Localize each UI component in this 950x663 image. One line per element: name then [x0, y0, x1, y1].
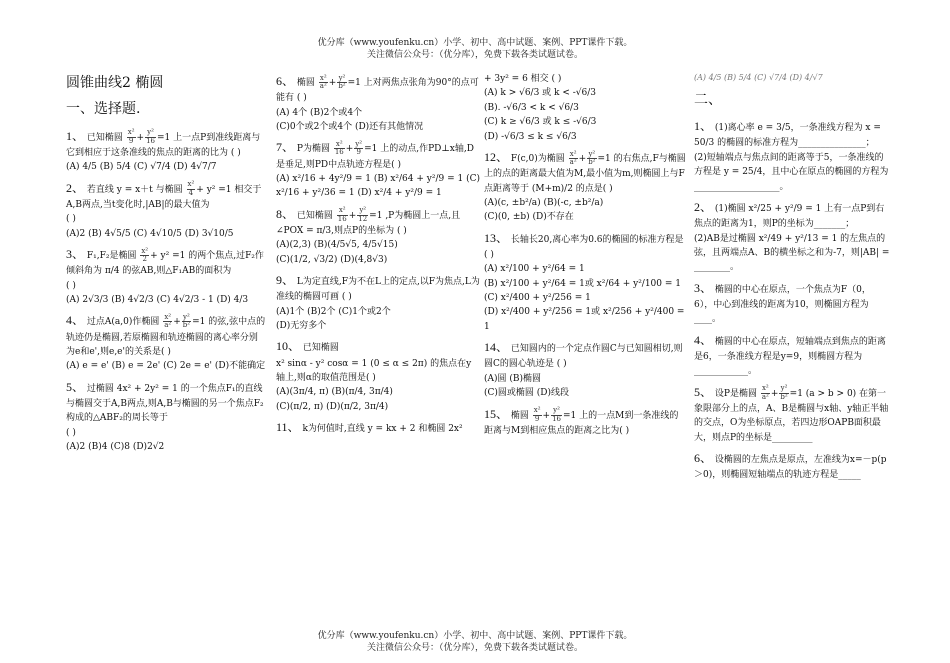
- question-text: (a > b > 0) 在第一象限部分上的点，A、B是椭圆与x轴、y轴正半轴的交点，O为坐标原点，若四边形OAPB面积最大，则点P的坐标是_________: [694, 388, 889, 443]
- question-number: 13、: [484, 230, 509, 245]
- header-line-2: 关注微信公众号：（优分库），免费下载各类试题试卷。: [366, 49, 583, 60]
- answer-options: (A) x²/16 + 4y²/9 = 1 (B) x²/64 + y²/9 = 1 (C): [276, 173, 480, 184]
- answer-option-c: (C) k ≥ √6/3 或 k ≤ -√6/3: [484, 117, 597, 128]
- question-1: 1、 已知椭圆 $\frac{\text{x²}}{9}$ + $\frac{\text{y²}}{16}$ =1 上一点P到准线距离与它到相应于这条准线的焦点的距离的比为 ( ) (A) 4/5 (B) 5/4 (C) √7/4 (D) 4√7/7: [66, 127, 266, 175]
- problem-4: [694, 331, 890, 379]
- question-text: F(c,0)为椭圆: [510, 153, 565, 164]
- question-text: k为何值时,直线 y = kx + 2 和椭圆 2x²: [302, 424, 463, 435]
- answer-options: (A)(2,3) (B)(4/5√5, 4/5√15): [276, 240, 398, 251]
- question-text: 长轴长20,离心率为0.6的椭圆的标准方程是( ): [484, 234, 684, 260]
- fraction-formula: $\frac{\text{x²}}{\text{a²}}$: [164, 313, 172, 330]
- problem-2: [694, 198, 890, 275]
- question-2: 2、 若直线 y = x＋t 与椭圆 $\frac{\text{x²}}{4}$ + y² =1 相交于A,B两点,当t变化时,|AB|的最大值为 ( ) (A)2 (B) 4√5/5 (C) 4√10/5 (D) 3√10/5: [66, 179, 266, 241]
- footer-line-1: 优分库（www.youfenku.cn）小学、初中、高中试题、案例、PPT课件下载。: [317, 631, 633, 641]
- fraction-formula: $\frac{\text{x²}}{9}$: [533, 406, 541, 423]
- question-text: 椭圆: [510, 410, 529, 421]
- problem-3: [694, 279, 890, 327]
- question-3: 3、 F₁,F₂是椭圆 $\frac{\text{x²}}{2}$ + y² =1 的两个焦点,过F₂作倾斜角为 π/4 的弦AB,则△F₁AB的面积为 ( ) (A) 2√3/3 (B) 4√2/3 (C) 4√2/3 - 1 (D) 4/3: [66, 245, 266, 307]
- fraction-formula: $\frac{\text{x²}}{4}$: [187, 180, 195, 197]
- question-11: [276, 418, 480, 437]
- question-number: 8、: [276, 206, 295, 221]
- answer-options: (C)圆或椭圆 (D)线段: [484, 388, 570, 399]
- answer-options: (C)(0, ±b) (D)不存在: [484, 212, 574, 223]
- question-text: 设P是椭圆: [714, 388, 757, 399]
- fraction-formula: $\frac{\text{y²}}{16}$: [552, 406, 562, 423]
- answer-option-d: (D) -√6/3 ≤ k ≤ √6/3: [484, 131, 577, 142]
- answer-blank: ( ): [66, 427, 76, 438]
- question-text: 上一点P到准线距离与它到相应于这条准线的焦点的距离的比为 ( ): [66, 132, 261, 158]
- column-3: [484, 72, 686, 442]
- question-number: 7、: [276, 140, 295, 155]
- answer-options: (C)0个或2个或4个 (D)还有其他情况: [276, 121, 424, 132]
- question-text: (2)短轴端点与焦点间的距离等于5，一条准线的方程是 y = 25/4，且中心在原点的椭圆的方程为___________________。: [694, 152, 889, 192]
- answer-options: (A) 2√3/3 (B) 4√2/3 (C) 4√2/3 - 1 (D) 4/3: [66, 295, 249, 306]
- question-number: 12、: [484, 149, 509, 164]
- question-15: 15、 椭圆 $\frac{\text{x²}}{9}$ + $\frac{\text{y²}}{16}$ =1 上的一点M到一条准线的距离与M到相应焦点的距离之比为( ): [484, 406, 679, 436]
- fraction-formula: $\frac{\text{x²}}{16}$: [337, 206, 347, 223]
- question-text: x² sinα - y² cosα = 1 (0 ≤ α ≤ 2π) 的焦点在y轴上,则α的取值范围是( ): [276, 358, 472, 384]
- answer-options: (A)2 (B)4 (C)8 (D)2√2: [66, 442, 165, 453]
- question-text: 过椭圆 4x² + 2y² = 1 的一个焦点F₁的直线与椭圆交于A,B两点,则A,B与椭圆的另一个焦点F₂构成的△ABF₂的周长等于: [66, 383, 264, 424]
- answer-option-b: (B). -√6/3 < k < √6/3: [484, 102, 579, 113]
- question-text: 相交于A,B两点,当t变化时,|AB|的最大值为: [66, 184, 262, 210]
- question-number: 10、: [276, 339, 301, 354]
- question-text: 若直线 y = x＋t 与椭圆: [86, 184, 183, 195]
- question-text: 已知椭圆: [302, 343, 339, 354]
- fraction-formula: $\frac{\text{x²}}{2}$: [141, 246, 149, 264]
- question-number: 5、: [66, 379, 85, 394]
- question-text: + 3y² = 6 相交 ( ): [484, 74, 562, 84]
- answer-options: (A)2 (B) 4√5/5 (C) 4√10/5 (D) 3√10/5: [66, 228, 234, 239]
- answer-options: (C)(1/2, √3/2) (D)(4,8√3): [276, 254, 388, 265]
- question-text: 设椭圆的左焦点是原点，左准线为x=－p(p＞0)，则椭圆短轴端点的轨迹方程是_____: [694, 454, 887, 481]
- question-number: 4、: [694, 332, 713, 347]
- column-2: [276, 72, 480, 441]
- answer-option-a: (A) k > √6/3 或 k < -√6/3: [484, 88, 597, 99]
- page-header: [0, 38, 950, 61]
- question-15-options: [694, 72, 890, 85]
- problem-5: 5、 设P是椭圆 $\frac{\text{x²}}{\text{a²}}$ + $\frac{\text{y²}}{\text{b²}}$ =1 (a > b > 0) 在第一象限部分上的点，A、B是椭圆与x轴、y轴正半轴的交点，O为坐标原点，若四边形OAPB面积最大，则点P的坐标是_________: [694, 384, 889, 443]
- fraction-formula: $\frac{\text{y²}}{9}$: [355, 140, 363, 157]
- answer-options: (D)无穷多个: [276, 321, 327, 332]
- question-14: [484, 338, 686, 400]
- question-text: F₁,F₂是椭圆: [86, 251, 137, 262]
- fraction-formula: $\frac{\text{y²}}{\text{b²}}$: [338, 73, 346, 90]
- question-6: 6、 椭圆 $\frac{\text{x²}}{\text{a²}}$ + $\frac{\text{y²}}{\text{b²}}$ =1 上对两焦点张角为90°的点可能有 ( ) (A) 4个 (B)2个或4个 (C)0个或2个或4个 (D)还有其他情况: [276, 72, 480, 134]
- question-text: 过点A(a,0)作椭圆: [86, 317, 160, 328]
- question-number: 1、: [66, 128, 85, 143]
- question-text: 椭圆的中心在原点，一个焦点为F（0，6），中心到准线的距离为10，则椭圆方程为____。: [694, 284, 871, 325]
- column-1: [66, 72, 266, 459]
- question-text: (1)椭圆 x²/25 + y²/9 = 1 上有一点P到右焦点的距离为1，则P的坐标为_______；: [694, 203, 885, 230]
- question-number: 14、: [484, 340, 509, 355]
- question-number: 4、: [66, 313, 85, 328]
- fraction-formula: $\frac{\text{x²}}{16}$: [334, 140, 344, 157]
- question-number: 15、: [484, 406, 509, 421]
- question-text: 上的动点,作PD⊥x轴,D是垂足,则PD中点轨迹方程是( ): [276, 144, 474, 170]
- document-title: 圆锥曲线2 椭圆: [66, 75, 164, 91]
- question-text: ,P为椭圆上一点,且∠POX = π/3,则点P的坐标为 ( ): [276, 210, 461, 236]
- question-11-continued: [484, 72, 686, 144]
- question-7: 7、 P为椭圆 $\frac{\text{x²}}{16}$ + $\frac{\text{y²}}{9}$ =1 上的动点,作PD⊥x轴,D是垂足,则PD中点轨迹方程是( ) (A) x²/16 + 4y²/9 = 1 (B) x²/64 + y²/9 = 1 (C) x²/16 + y²/36 = 1 (D) x²/4 + y²/9 = 1: [276, 138, 480, 200]
- question-text: 上的一点M到一条准线的距离与M到相应焦点的距离之比为( ): [484, 410, 679, 436]
- answer-options: (A) 4/5 (B) 5/4 (C) √7/4 (D) 4√7/7: [66, 162, 217, 173]
- question-number: 3、: [66, 247, 85, 262]
- fraction-formula: $\frac{\text{x²}}{\text{a²}}$: [761, 384, 769, 401]
- page-footer: [0, 631, 950, 654]
- answer-option-a: (A) x²/100 + y²/64 = 1: [484, 264, 585, 275]
- question-12: 12、 F(c,0)为椭圆 $\frac{\text{x²}}{\text{a²}}$ + $\frac{\text{y²}}{\text{b²}}$ =1 的右焦点,F与椭圆上的点的距离最大值为M,最小值为m,则椭圆上与F点距离等于 (M+m)/2 的点是( ) (A)(c, ±b²/a) (B)(-c, ±b²/a) (C)(0, ±b) (D)不存在: [484, 148, 686, 225]
- answer-options: x²/16 + y²/36 = 1 (D) x²/4 + y²/9 = 1: [276, 188, 442, 199]
- question-text: 的两个焦点,过F₂作倾斜角为 π/4 的弦AB,则△F₁AB的面积为: [66, 251, 264, 277]
- answer-option-d: (D) x²/400 + y²/256 = 1或 x²/256 + y²/400 = 1: [484, 307, 685, 332]
- answer-options: (A) e = e' (B) e = 2e' (C) 2e = e' (D)不能确定: [66, 361, 266, 372]
- answer-options: (C)(π/2, π) (D)(π/2, 3π/4): [276, 401, 389, 412]
- question-number: 6、: [276, 74, 295, 88]
- section-heading-fill: 二、: [694, 91, 722, 108]
- question-4: 4、 过点A(a,0)作椭圆 $\frac{\text{x²}}{\text{a²}}$ + $\frac{\text{y²}}{\text{b²}}$ =1 的弦,弦中点的轨迹仍是椭圆,若原椭圆和轨迹椭圆的离心率分别为e和e',则e,e'的关系是( ) (A) e = e' (B) e = 2e' (C) 2e = e' (D)不能确定: [66, 311, 266, 373]
- question-text: 已知圆内的一个定点作圆C与已知圆相切,则圆C的圆心轨迹是 ( ): [484, 344, 683, 370]
- fraction-formula: $\frac{\text{y²}}{\text{b²}}$: [780, 384, 788, 401]
- question-number: 2、: [66, 180, 85, 195]
- problem-6: [694, 449, 890, 483]
- question-number: 2、: [694, 199, 713, 214]
- answer-options: (A)1个 (B)2个 (C)1个或2个: [276, 306, 391, 317]
- question-number: 1、: [694, 119, 713, 134]
- answer-options: (A)(c, ±b²/a) (B)(-c, ±b²/a): [484, 197, 604, 208]
- header-line-1: 优分库（www.youfenku.cn）小学、初中、高中试题、案例、PPT课件下载。: [317, 38, 633, 48]
- question-text: 已知椭圆: [296, 210, 333, 221]
- question-text: 椭圆: [296, 78, 315, 88]
- question-text: L为定直线,F为不在L上的定点,以F为焦点,L为准线的椭圆可画 ( ): [276, 277, 480, 303]
- answer-blank: ( ): [66, 214, 76, 225]
- answer-option-b: (B) x²/100 + y²/64 = 1或 x²/64 + y²/100 = 1: [484, 278, 682, 289]
- question-number: 11、: [276, 420, 300, 435]
- question-text: 已知椭圆: [86, 132, 123, 143]
- answer-blank: ( ): [66, 280, 76, 291]
- column-4: [694, 72, 890, 487]
- question-number: 9、: [276, 273, 295, 288]
- fraction-formula: $\frac{\text{x²}}{\text{a²}}$: [569, 149, 577, 166]
- fraction-formula: $\frac{\text{y²}}{12}$: [358, 206, 368, 223]
- fraction-formula: $\frac{\text{y²}}{\text{b²}}$: [182, 313, 191, 330]
- question-10: [276, 337, 480, 414]
- answer-options: (A)圆 (B)椭圆: [484, 373, 542, 384]
- fraction-formula: $\frac{\text{x²}}{9}$: [127, 128, 135, 145]
- answer-option-c: (C) x²/400 + y²/256 = 1: [484, 293, 591, 304]
- question-text: 的右焦点,F与椭圆上的点的距离最大值为M,最小值为m,则椭圆上与F点距离等于 (M+m)/2 的点是( ): [484, 153, 686, 194]
- question-number: 6、: [694, 450, 713, 465]
- answer-options: (A)(3π/4, π) (B)(π/4, 3π/4): [276, 387, 393, 398]
- problem-1: [694, 117, 890, 194]
- question-text: (2)AB是过椭圆 x²/49 + y²/13 = 1 的左焦点的弦，且两端点A、B的横坐标之和为-7，则|AB| = ________。: [694, 233, 890, 273]
- question-number: 3、: [694, 280, 713, 295]
- answer-options: (A) 4个 (B)2个或4个: [276, 107, 363, 118]
- fraction-formula: $\frac{\text{y²}}{16}$: [146, 128, 156, 145]
- question-13: [484, 229, 686, 335]
- question-text: P为椭圆: [296, 144, 330, 155]
- fraction-formula: $\frac{\text{x²}}{\text{a²}}$: [319, 73, 327, 90]
- question-9: [276, 271, 480, 333]
- question-8: 8、 已知椭圆 $\frac{\text{x²}}{16}$ + $\frac{\text{y²}}{12}$ =1 ,P为椭圆上一点,且∠POX = π/3,则点P的坐标为 ( ) (A)(2,3) (B)(4/5√5, 4/5√15) (C)(1/2, √3/2) (D)(4,8√3): [276, 205, 480, 267]
- fraction-formula: $\frac{\text{y²}}{\text{b²}}$: [588, 149, 596, 166]
- section-heading-choice: 一、选择题.: [66, 101, 141, 118]
- footer-line-2: 关注微信公众号：（优分库），免费下载各类试题试卷。: [366, 642, 583, 653]
- question-text: 上对两焦点张角为90°的点可能有 ( ): [276, 78, 479, 104]
- question-number: 5、: [694, 384, 713, 399]
- question-text: 椭圆的中心在原点，短轴端点到焦点的距离是6，一条准线方程是y=9，则椭圆方程为____________。: [694, 336, 886, 377]
- question-5: [66, 378, 266, 455]
- question-text: (1)离心率 e = 3/5，一条准线方程为 x = 50/3 的椭圆的标准方程为_______________；: [694, 123, 881, 149]
- question-text: 的弦,弦中点的轨迹仍是椭圆,若原椭圆和轨迹椭圆的离心率分别为e和e',则e,e'的关系是( ): [66, 317, 266, 358]
- answer-options: (A) 4/5 (B) 5/4 (C) √7/4 (D) 4/√7: [694, 73, 823, 82]
